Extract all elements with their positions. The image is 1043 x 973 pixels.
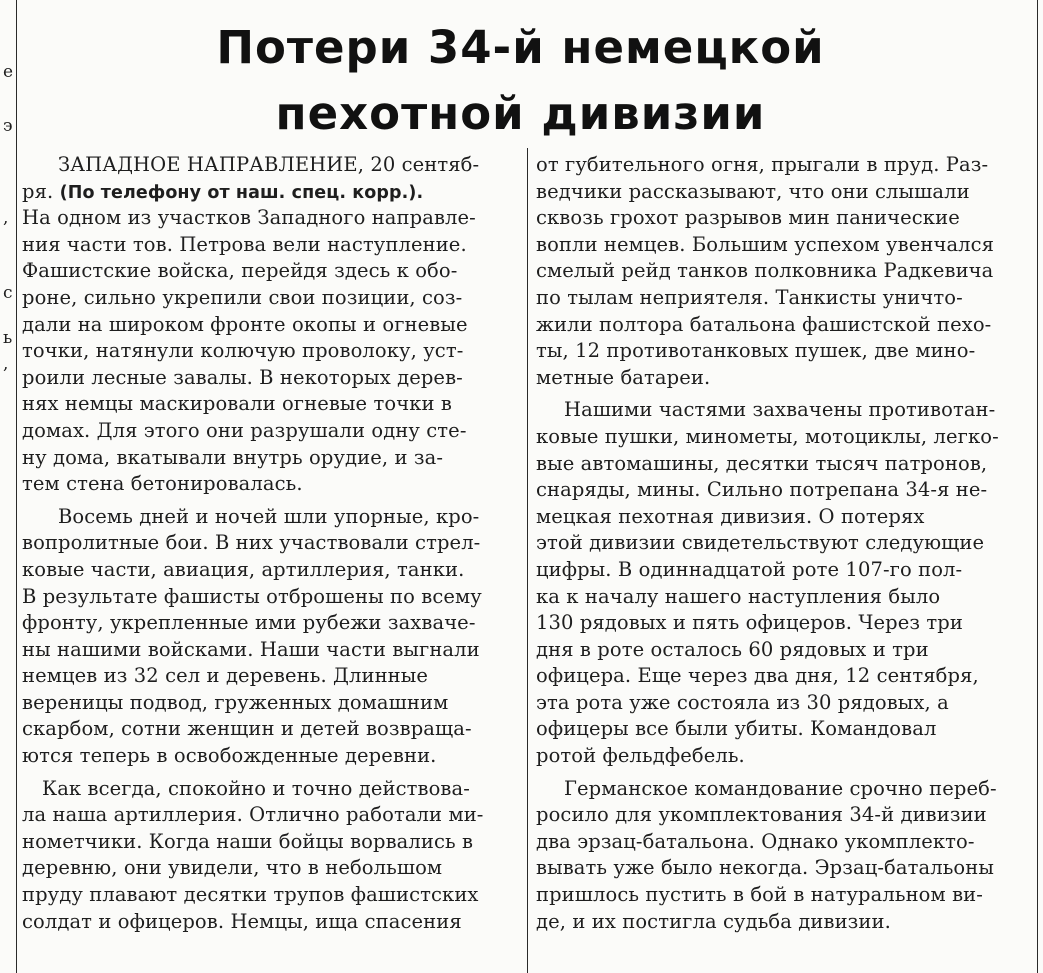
text-line: 130 рядовых и пять офицеров. Через три — [536, 611, 963, 635]
text-line: точки, натянули колючую проволоку, уст- — [22, 339, 464, 363]
text-line — [22, 179, 518, 206]
text-line: тем стена бетонировалась. — [22, 472, 303, 496]
text-line: от губительного огня, прыгали в пруд. Раз- — [536, 153, 989, 176]
text-line: ведчики рассказывают, что они слышали — [536, 179, 970, 203]
text-line: сквозь грохот разрывов мин панические — [536, 206, 960, 230]
margin-letter: ь — [3, 328, 13, 348]
text-line: по тылам неприятеля. Танкисты уничто- — [536, 285, 963, 309]
text-line: ты, 12 противотанковых пушек, две мино- — [536, 339, 976, 363]
margin-letter: с — [3, 283, 13, 303]
text-line: вые автомашины, десятки тысяч патронов, — [536, 451, 988, 475]
text-line: этой дивизии свидетельствуют следующие — [536, 531, 985, 555]
text-line: На одном из участков Западного направле- — [22, 206, 476, 230]
text-line: вопролитные бои. В них участвовали стрел- — [22, 531, 481, 555]
text-line: вывать уже было некогда. Эрзац-батальоны — [536, 856, 994, 880]
text-line: фронту, укрепленные ими рубежи захваче- — [22, 611, 476, 635]
text-line: деревню, они увидели, что в небольшом — [22, 856, 443, 880]
article-left-column — [22, 152, 518, 935]
text-line: метные батареи. — [536, 365, 711, 389]
text-line: дня в роте осталось 60 рядовых и три — [536, 637, 929, 661]
margin-letter: э — [3, 116, 13, 136]
text-line: смелый рейд танков полковника Радкевича — [536, 259, 994, 283]
text-line: Как всегда, спокойно и точно действова- — [42, 776, 470, 800]
text-line: ковые части, авиация, артиллерия, танки. — [22, 557, 465, 581]
text-line: ются теперь в освобожденные деревни. — [22, 744, 437, 768]
text-line: Германское командование срочно переб- — [564, 776, 997, 800]
text-line: ны нашими войсками. Наши части выгнали — [22, 637, 480, 661]
text-line: офицеры все были убиты. Командовал — [536, 717, 937, 741]
margin-letter: е — [3, 62, 14, 82]
text-line: мецкая пехотная дивизия. О потерях — [536, 504, 925, 528]
text-line: снаряды, мины. Сильно потрепана 34-я не- — [536, 478, 988, 502]
text-line: Фашистские войска, перейдя здесь к обо- — [22, 259, 458, 283]
text-line: два эрзац-батальона. Однако укомплекто- — [536, 829, 975, 853]
byline: (По телефону от наш. спец. корр.). — [59, 182, 424, 203]
text-line: эта рота уже состояла из 30 рядовых, а — [536, 690, 949, 714]
column-divider — [527, 148, 528, 973]
text-line: жили полтора батальона фашистской пехо- — [536, 312, 992, 336]
text-line: ния части тов. Петрова вели наступление. — [22, 232, 467, 256]
text-line: вопли немцев. Большим успехом увенчался — [536, 232, 995, 256]
headline-line-2: пехотной дивизии — [275, 87, 766, 140]
text-line: дали на широком фронте окопы и огневые — [22, 312, 468, 336]
text-line: скарбом, сотни женщин и детей возвраща- — [22, 717, 472, 741]
text-line: пришлось пустить в бой в натуральном ви- — [536, 883, 983, 907]
text-line: домах. Для этого они разрушали одну сте- — [22, 418, 467, 442]
text-line: Нашими частями захвачены противотан- — [564, 398, 996, 422]
text-line: роили лесные завалы. В некоторых дерев- — [22, 365, 463, 389]
text-line: росило для укомплектования 34-й дивизии — [536, 803, 987, 827]
text-line: офицера. Еще через два дня, 12 сентября, — [536, 664, 979, 688]
text-line: ковые пушки, минометы, мотоциклы, легко- — [536, 424, 999, 448]
text-line: ротой фельдфебель. — [536, 744, 745, 768]
text-line: вереницы подвод, груженных домашним — [22, 690, 449, 714]
text-line: В результате фашисты отброшены по всему — [22, 584, 482, 608]
text-line: пруду плавают десятки трупов фашистских — [22, 883, 479, 907]
text-line: солдат и офицеров. Немцы, ища спасения — [22, 909, 462, 933]
text-line: роне, сильно укрепили свои позиции, соз- — [22, 285, 463, 309]
text-line: ЗАПАДНОЕ НАПРАВЛЕНИЕ, 20 сентяб- — [58, 153, 480, 176]
article-right-column — [536, 152, 1028, 935]
margin-letter: , — [3, 354, 9, 374]
page-edge-rule — [1037, 0, 1043, 973]
text-line: цифры. В одиннадцатой роте 107-го пол- — [536, 557, 963, 581]
text-line: ка к началу нашего наступления было — [536, 584, 941, 608]
text-line: Восемь дней и ночей шли упорные, кро- — [58, 504, 480, 528]
text-line: немцев из 32 сел и деревень. Длинные — [22, 664, 429, 688]
adjacent-column-fragment — [0, 0, 17, 973]
headline-line-1: Потери 34-й немецкой — [216, 21, 825, 74]
text-line: ну дома, вкатывали внутрь орудие, и за- — [22, 445, 444, 469]
text-fragment: ря. — [22, 179, 60, 203]
text-line: нометчики. Когда наши бойцы ворвались в — [22, 829, 474, 853]
text-line: ла наша артиллерия. Отлично работали ми- — [22, 803, 484, 827]
margin-letter: , — [3, 208, 9, 228]
text-line: нях немцы маскировали огневые точки в — [22, 392, 452, 416]
text-line: де, и их постигла судьба дивизии. — [536, 909, 891, 933]
